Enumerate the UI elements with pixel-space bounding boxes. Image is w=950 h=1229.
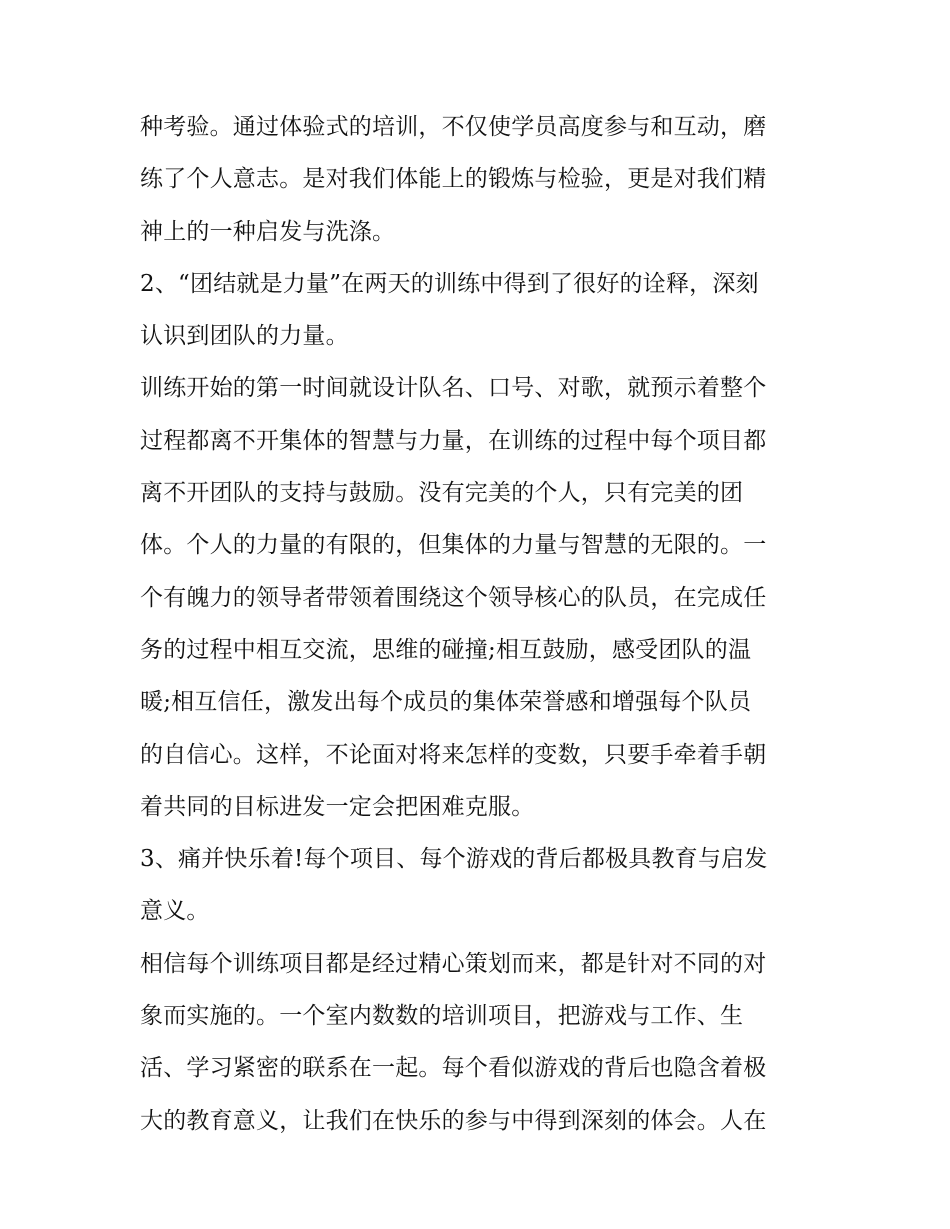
text-line: 训练开始的第一时间就设计队名、口号、对歌，就预示着整个 — [140, 375, 767, 402]
text-line: 务的过程中相互交流，思维的碰撞;相互鼓励，感受团队的温 — [140, 636, 752, 663]
text-line: 的自信心。这样，不论面对将来怎样的变数，只要手牵着手朝 — [140, 741, 767, 768]
text-line: 活、学习紧密的联系在一起。每个看似游戏的背后也隐含着极 — [140, 1055, 767, 1082]
text-line: 神上的一种启发与洗涤。 — [140, 218, 396, 245]
text-line: 意义。 — [140, 898, 210, 925]
text-line: 种考验。通过体验式的培训，不仅使学员高度参与和互动，磨 — [140, 114, 767, 140]
text-line: 象而实施的。一个室内数数的培训项目，把游戏与工作、生 — [140, 1003, 744, 1030]
document-body — [140, 101, 820, 1147]
text-line: 2、“团结就是力量”在两天的训练中得到了很好的诠释，深刻 — [140, 270, 759, 297]
text-line: 练了个人意志。是对我们体能上的锻炼与检验，更是对我们精 — [140, 166, 767, 193]
text-line: 认识到团队的力量。 — [140, 323, 349, 350]
text-line: 离不开团队的支持与鼓励。没有完美的个人，只有完美的团 — [140, 480, 744, 507]
text-line: 大的教育意义，让我们在快乐的参与中得到深刻的体会。人在 — [140, 1107, 767, 1134]
text-line: 暖;相互信任，激发出每个成员的集体荣誉感和增强每个队员 — [140, 689, 752, 716]
text-line: 个有魄力的领导者带领着围绕这个领导核心的队员，在完成任 — [140, 584, 767, 611]
text-line: 着共同的目标进发一定会把困难克服。 — [140, 793, 535, 820]
text-line: 3、痛并快乐着!每个项目、每个游戏的背后都极具教育与启发 — [140, 846, 768, 873]
text-line: 体。个人的力量的有限的，但集体的力量与智慧的无限的。一 — [140, 532, 767, 559]
text-line: 相信每个训练项目都是经过精心策划而来，都是针对不同的对 — [140, 950, 767, 977]
text-line: 过程都离不开集体的智慧与力量，在训练的过程中每个项目都 — [140, 427, 767, 454]
